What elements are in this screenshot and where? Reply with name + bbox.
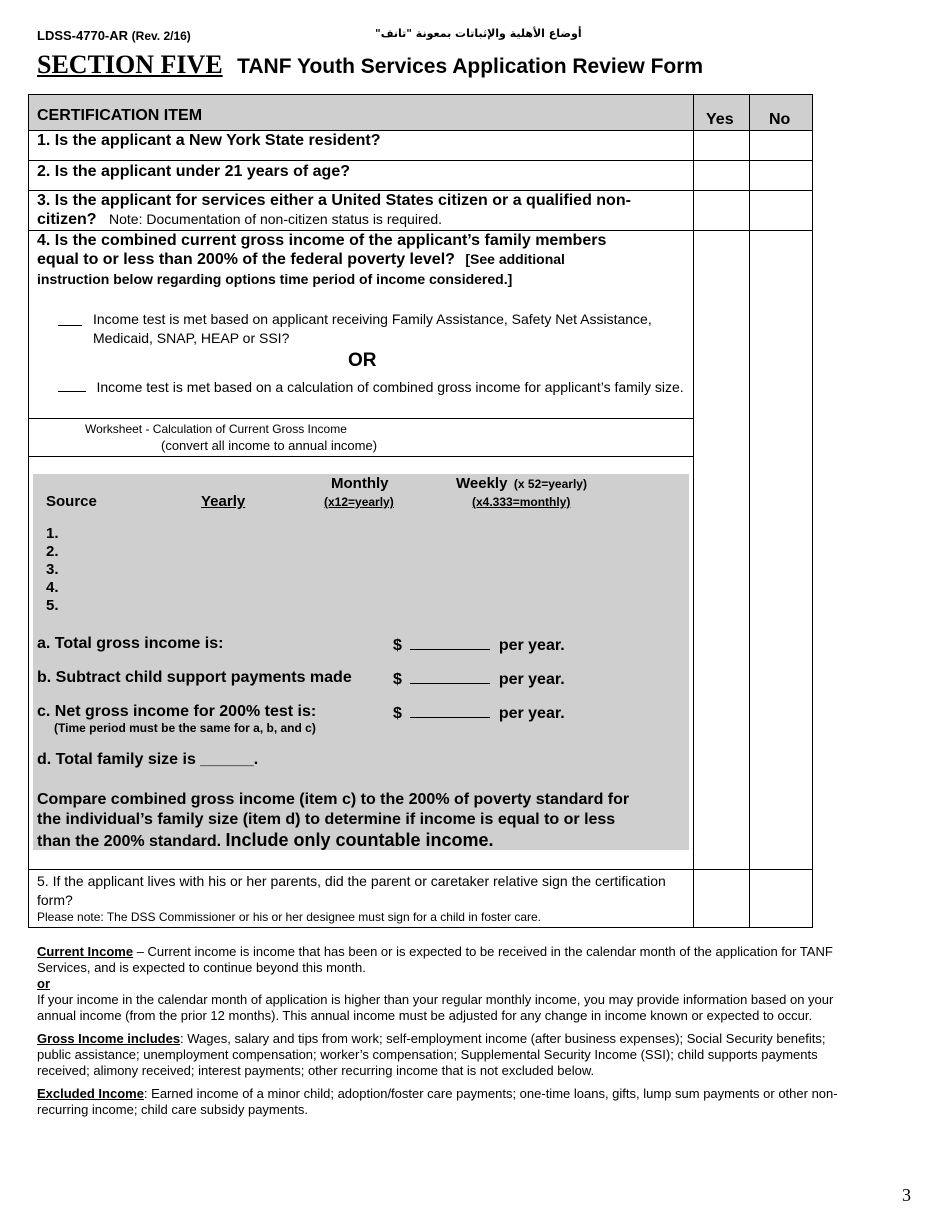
compare-line3-text: than the 200% standard [37,833,217,850]
gross-income-term: Gross Income includes [37,1031,181,1046]
gross-income-text3: received; alimony received; interest payments; other recurring income that is not excluded below. [37,1063,595,1078]
gross-income-note [37,1031,917,1079]
net-gross-note: (Time period must be the same for a, b, and c) [54,721,316,735]
ws-col-weekly-label: Weekly [456,475,508,492]
child-support-per-year: per year. [498,671,565,688]
page-number: 3 [902,1185,911,1205]
total-gross-per-year: per year. [498,637,565,654]
table-border-top [28,94,813,95]
row-divider [28,190,813,191]
option-2-blank[interactable] [58,380,86,392]
col-header-item: CERTIFICATION ITEM [37,107,203,124]
form-revision: (Rev. 2/16) [131,29,191,43]
net-gross-label: c. Net gross income for 200% test is: [37,703,317,720]
col-header-no: No [769,111,791,128]
row-divider [28,418,694,419]
question-5-line2: form? [37,892,73,908]
excluded-income-term: Excluded Income [37,1086,144,1101]
net-gross-input[interactable] [410,703,490,718]
current-income-text2: Services, and is expected to continue beyond this month. [37,960,366,975]
family-size-label: d. Total family size is ______. [37,751,259,768]
compare-emphasis: Include only countable income. [225,830,494,850]
or-label: or [37,976,50,991]
alt-text2: annual income (from the prior 12 months). This annual income must be adjusted for any change in income known or expected to occur. [37,1008,813,1023]
ws-col-monthly: Monthly [331,475,389,492]
question-3-citizen: citizen? [37,211,97,228]
ws-col-monthly-sub: (x12=yearly) [324,495,394,509]
option-1-line2: Medicaid, SNAP, HEAP or SSI? [93,330,290,346]
row-divider [28,160,813,161]
option-1-line1: Income test is met based on applicant receiving Family Assistance, Safety Net Assistance, [93,311,652,327]
arabic-title: أوضاع الأهلية والإثباتات بمعونة "تانف" [375,27,582,40]
ws-col-weekly-sub: (x4.333=monthly) [472,495,571,509]
form-number: LDSS-4770-AR [37,28,129,43]
question-4-line2 [37,251,565,269]
current-income-text1: – Current income is income that has been or is expected to be received in the calendar month of the application for TANF [133,944,833,959]
total-gross-label: a. Total gross income is: [37,635,224,652]
compare-line3: than the 200% standard. Include only countable income. [37,830,494,850]
gross-income-text1: : Wages, salary and tips from work; self-employment income (after business expenses); Social Security benefits; [180,1031,826,1046]
net-gross-per-year: per year. [498,705,565,722]
ws-row-2: 2. [46,543,59,560]
question-5-line1: 5. If the applicant lives with his or her parents, did the parent or caretaker relative sign the certification [37,873,666,889]
option-2 [58,378,684,397]
or-separator: OR [348,350,377,371]
table-border-left [28,94,29,928]
page-title [37,50,703,80]
row-divider [28,456,694,457]
table-border-bottom [28,927,813,928]
worksheet-title: Worksheet - Calculation of Current Gross Income [85,422,347,436]
ws-row-5: 5. [46,597,59,614]
question-3-line2 [37,211,442,229]
ws-col-weekly [456,475,587,493]
child-support-input[interactable] [410,669,490,684]
row-divider [28,869,813,870]
row-divider [28,130,813,131]
question-3-line1: 3. Is the applicant for services either a United States citizen or a qualified non- [37,192,631,209]
form-title: TANF Youth Services Application Review Form [237,55,704,78]
section-label: SECTION FIVE [37,50,223,79]
question-2: 2. Is the applicant under 21 years of age? [37,163,350,180]
question-4-line3: instruction below regarding options time period of income considered.] [37,271,513,287]
alt-text1: If your income in the calendar month of application is higher than your regular monthly income, you may provide information based on your [37,992,834,1007]
question-4-see: [See additional [465,251,565,267]
question-5-note: Please note: The DSS Commissioner or his or her designee must sign for a child in foster care. [37,910,542,924]
excluded-income-text1: : Earned income of a minor child; adoption/foster care payments; one-time loans, gifts, lump sum payments or other non- [143,1086,838,1101]
table-border-right [812,94,813,928]
gross-income-text2: public assistance; unemployment compensation; worker’s compensation; Supplemental Security Income (SSI); child supports payments [37,1047,818,1062]
ws-row-3: 3. [46,561,59,578]
col-divider-yes [693,94,694,928]
compare-instruction [37,790,687,852]
total-gross-input[interactable] [410,635,490,650]
net-gross-dollar: $ [393,705,402,722]
excluded-income-text2: recurring income; child care subsidy payments. [37,1102,308,1117]
ws-col-yearly: Yearly [201,493,246,510]
option-1 [58,310,688,348]
ws-row-4: 4. [46,579,59,596]
worksheet-subtitle: (convert all income to annual income) [161,438,378,453]
child-support-label: b. Subtract child support payments made [37,669,352,686]
compare-line2: the individual’s family size (item d) to determine if income is equal to or less [37,811,616,828]
excluded-income-note [37,1086,917,1118]
col-header-yes: Yes [706,111,734,128]
net-gross-field [393,703,565,723]
ws-row-1: 1. [46,525,59,542]
current-income-term: Current Income [37,944,134,959]
option-2-text: Income test is met based on a calculation of combined gross income for applicant’s family size. [96,379,684,395]
form-id [37,28,191,43]
ws-col-source: Source [46,493,97,510]
total-gross-field [393,635,565,655]
child-support-field [393,669,565,689]
question-1: 1. Is the applicant a New York State resident? [37,132,381,149]
question-4-line1: 4. Is the combined current gross income of the applicant’s family members [37,232,607,249]
question-3-note: Note: Documentation of non-citizen status is required. [109,211,443,227]
compare-line1: Compare combined gross income (item c) to the 200% of poverty standard for [37,791,630,808]
option-1-blank[interactable] [58,314,82,326]
total-gross-dollar: $ [393,637,402,654]
row-divider [28,230,813,231]
col-divider-no [749,94,750,928]
question-4-text: equal to or less than 200% of the federal poverty level? [37,251,455,268]
current-income-note [37,944,917,1024]
child-support-dollar: $ [393,671,402,688]
ws-col-weekly-note: (x 52=yearly) [513,477,587,491]
